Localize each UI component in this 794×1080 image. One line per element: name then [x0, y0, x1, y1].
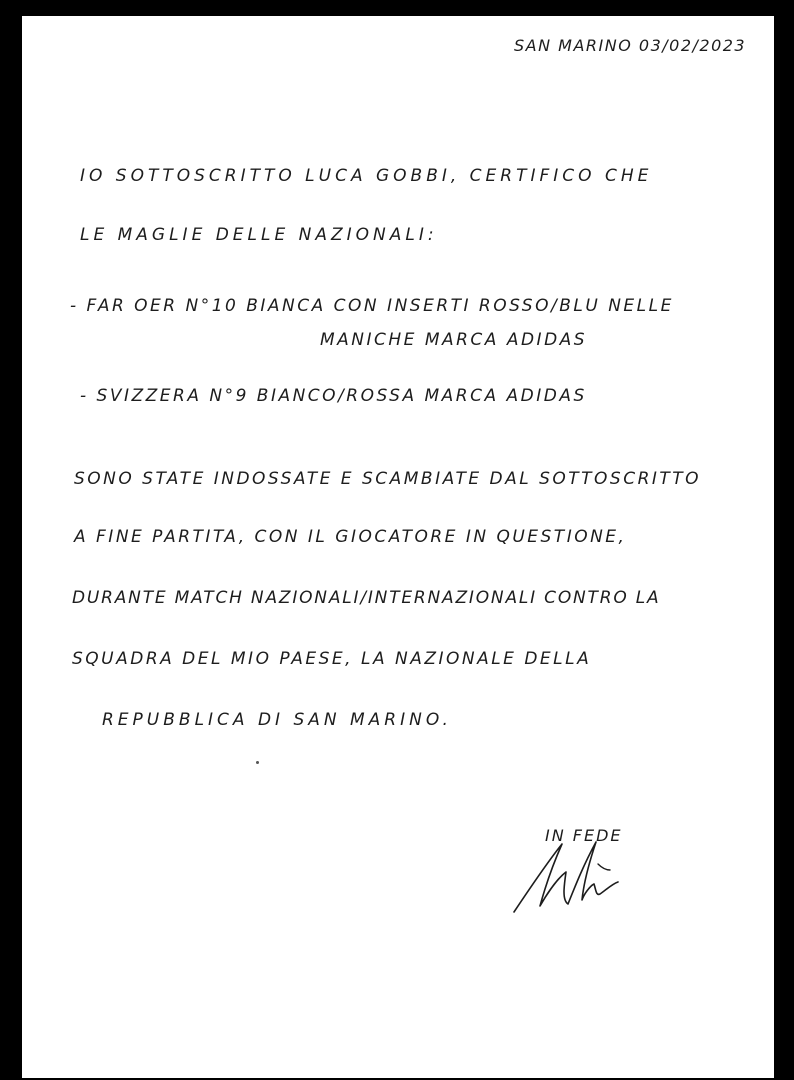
text-line-3: - FAR OER N°10 BIANCA CON INSERTI ROSSO/BLU NELLE [70, 296, 674, 316]
text-line-10: REPUBBLICA DI SAN MARINO. [102, 710, 452, 730]
date-line: SAN MARINO 03/02/2023 [514, 36, 747, 55]
text-line-1: IO SOTTOSCRITTO LUCA GOBBI, CERTIFICO CHE [80, 166, 653, 186]
text-line-7: A FINE PARTITA, CON IL GIOCATORE IN QUESTIONE, [74, 527, 627, 547]
text-line-8: DURANTE MATCH NAZIONALI/INTERNAZIONALI CONTRO LA [72, 588, 661, 608]
ink-dot [256, 761, 259, 764]
closing-in-fede: IN FEDE [545, 826, 623, 845]
text-line-6: SONO STATE INDOSSATE E SCAMBIATE DAL SOTTOSCRITTO [74, 469, 702, 489]
text-line-4: MANICHE MARCA ADIDAS [320, 330, 588, 350]
text-line-5: - SVIZZERA N°9 BIANCO/ROSSA MARCA ADIDAS [80, 386, 587, 406]
text-line-9: SQUADRA DEL MIO PAESE, LA NAZIONALE DELLA [72, 649, 592, 669]
text-line-2: LE MAGLIE DELLE NAZIONALI: [80, 225, 438, 245]
signature-mark [506, 834, 646, 924]
paper-sheet [22, 16, 774, 1078]
